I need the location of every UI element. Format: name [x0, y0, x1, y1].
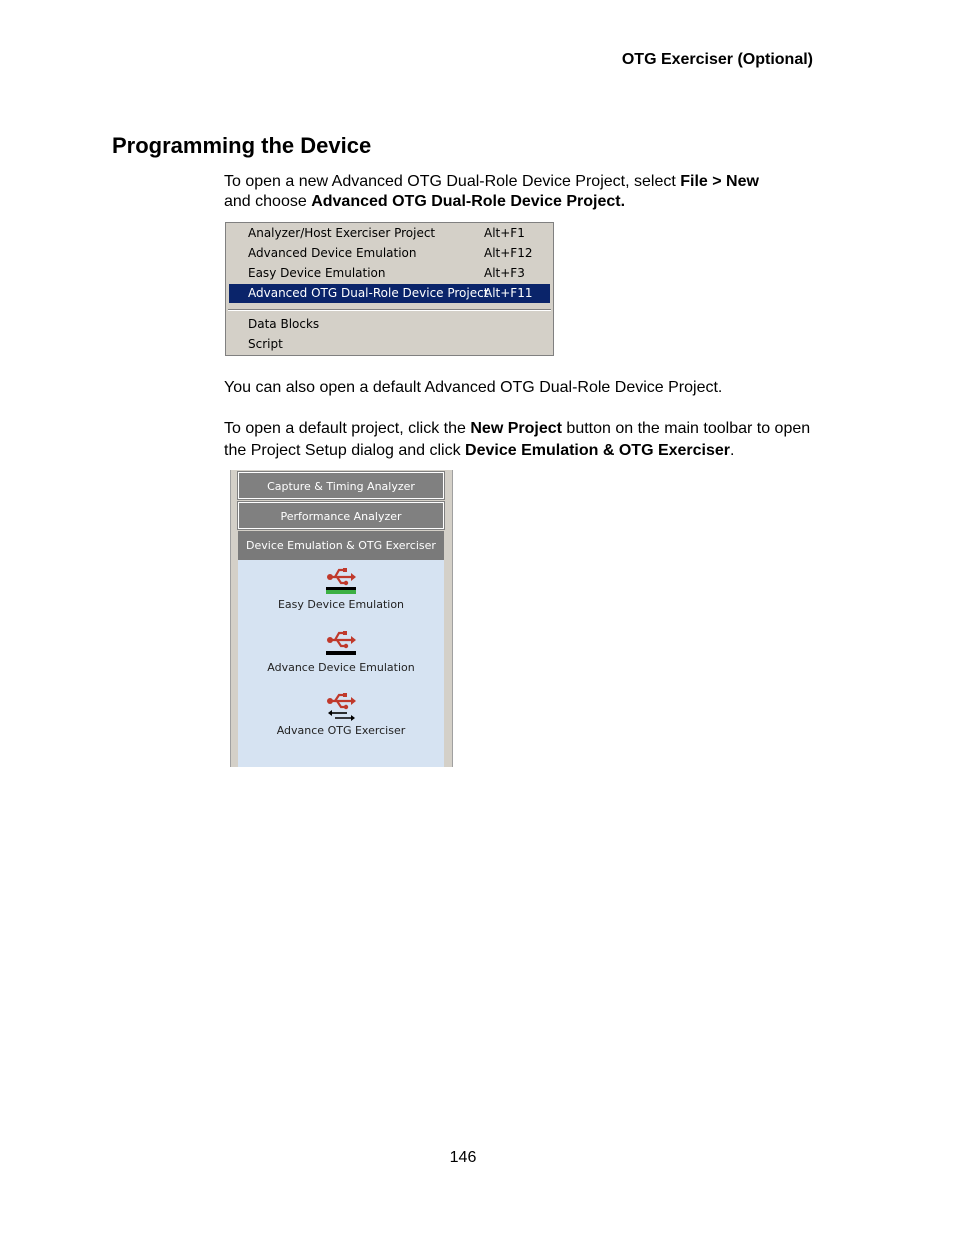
option-advance-device-emulation[interactable] — [238, 628, 444, 674]
category-content-area — [238, 560, 444, 767]
option-label: Advance OTG Exerciser — [276, 724, 406, 737]
usb-arrows-icon — [323, 691, 359, 723]
category-capture-timing-button[interactable]: Capture & Timing Analyzer — [238, 472, 444, 499]
menu-item-easy-device-emulation[interactable] — [229, 264, 550, 283]
dp-text-2: button on the main toolbar to open the Project Setup dialog and click — [224, 420, 811, 459]
menu-item-script[interactable] — [229, 335, 550, 354]
menu-item-analyzer-project[interactable] — [229, 224, 550, 243]
option-label: Easy Device Emulation — [277, 598, 405, 611]
also-paragraph: You can also open a default Advanced OTG Dual-Role Device Project. — [224, 379, 723, 396]
menu-item-label: Advanced Device Emulation — [248, 246, 417, 260]
intro-paragraph — [224, 172, 824, 212]
option-label: Advance Device Emulation — [267, 661, 415, 674]
menu-item-shortcut: Alt+F1 — [484, 226, 525, 240]
menu-separator — [228, 309, 551, 311]
default-project-paragraph — [224, 418, 824, 462]
menu-item-shortcut: Alt+F3 — [484, 266, 525, 280]
dp-bold-1: New Project — [470, 420, 562, 437]
intro-bold-2: Advanced OTG Dual-Role Device Project. — [311, 193, 626, 210]
menu-item-label: Analyzer/Host Exerciser Project — [248, 226, 436, 240]
project-setup-panel — [230, 470, 453, 767]
intro-text-2: and choose — [224, 193, 312, 210]
usb-black-bar-icon — [323, 628, 359, 660]
usb-green-bar-icon — [323, 565, 359, 597]
menu-item-label: Advanced OTG Dual-Role Device Project — [248, 286, 489, 300]
menu-item-label: Easy Device Emulation — [248, 266, 386, 280]
menu-item-shortcut: Alt+F12 — [484, 246, 533, 260]
menu-item-advanced-device-emulation[interactable] — [229, 244, 550, 263]
intro-bold-1: File > New — [680, 173, 759, 190]
running-header: OTG Exerciser (Optional) — [621, 51, 813, 68]
option-advance-otg-exerciser[interactable] — [238, 691, 444, 737]
section-title: Programming the Device — [112, 133, 372, 158]
option-easy-device-emulation[interactable] — [238, 565, 444, 611]
category-device-emulation-button[interactable]: Device Emulation & OTG Exerciser — [238, 531, 444, 560]
intro-text-1: To open a new Advanced OTG Dual-Role Device Project, select — [224, 173, 681, 190]
category-performance-button[interactable]: Performance Analyzer — [238, 502, 444, 529]
menu-item-shortcut: Alt+F11 — [484, 286, 533, 300]
menu-item-data-blocks[interactable] — [229, 315, 550, 334]
dp-bold-2: Device Emulation & OTG Exerciser — [465, 442, 731, 459]
menu-item-label: Data Blocks — [248, 317, 320, 331]
dp-text-1: To open a default project, click the — [224, 420, 471, 437]
page-number: 146 — [449, 1149, 477, 1166]
menu-item-label: Script — [248, 337, 283, 351]
dp-text-3: . — [730, 442, 735, 459]
file-new-menu — [225, 222, 554, 356]
menu-item-advanced-otg-project[interactable] — [229, 284, 550, 303]
